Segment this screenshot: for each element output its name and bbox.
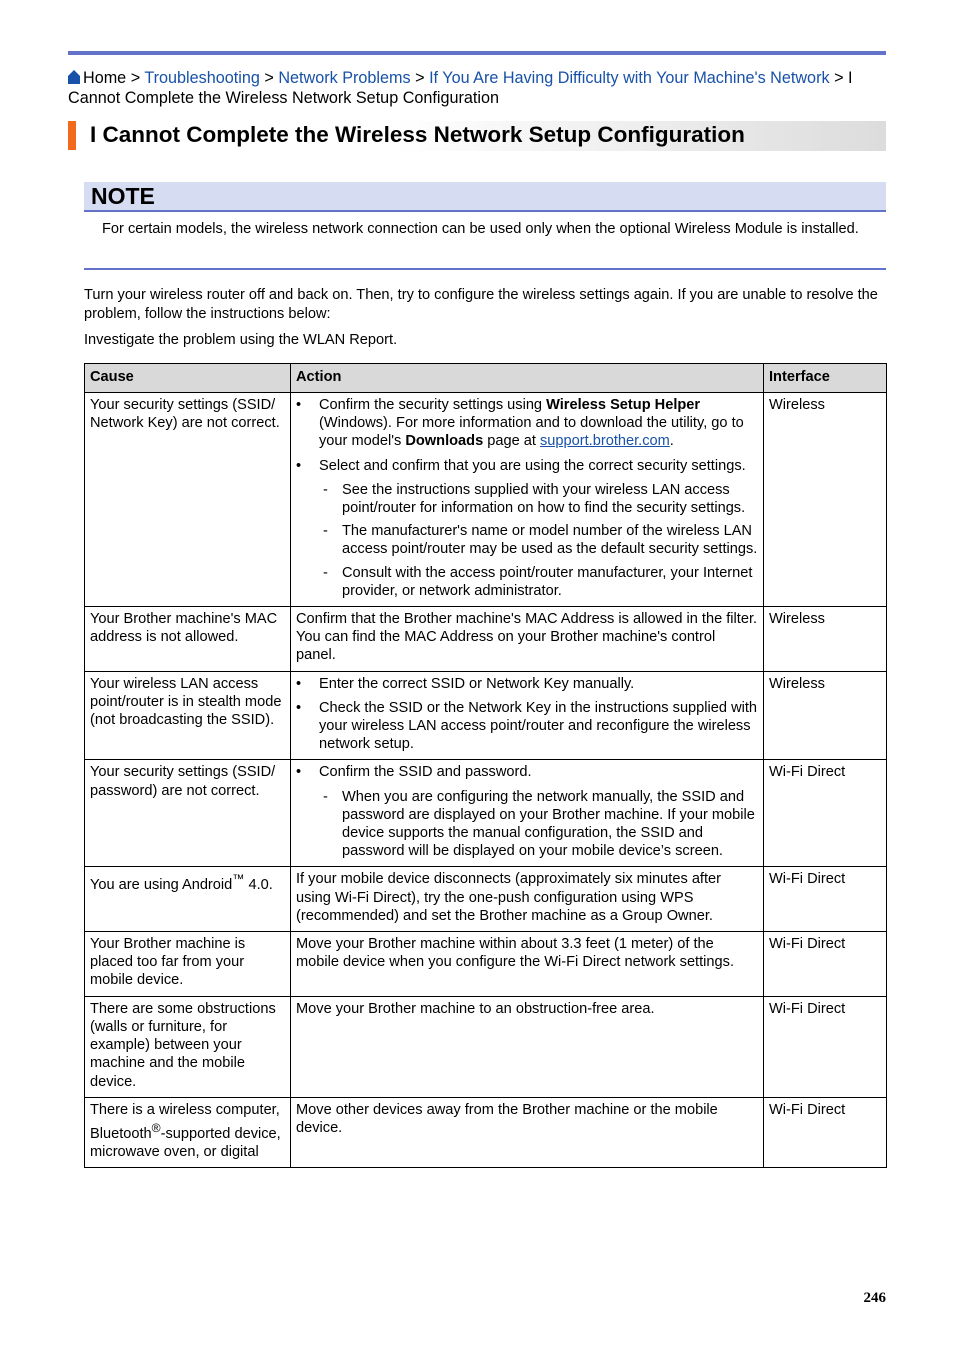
interface-cell: Wi-Fi Direct bbox=[764, 1097, 887, 1167]
top-rule bbox=[68, 51, 886, 55]
cause-cell: There is a wireless computer, Bluetooth®-supported device, microwave oven, or digital bbox=[85, 1097, 291, 1167]
breadcrumb-link-troubleshooting[interactable]: Troubleshooting bbox=[144, 69, 260, 87]
title-accent-bar bbox=[68, 121, 76, 150]
breadcrumb-link-difficulty[interactable]: If You Are Having Difficulty with Your Machine's Network bbox=[429, 69, 830, 87]
breadcrumb-separator: > bbox=[415, 69, 425, 87]
cause-cell: Your security settings (SSID/ Network Key) are not correct. bbox=[85, 393, 291, 607]
note-heading-bar bbox=[84, 182, 886, 212]
page-title: I Cannot Complete the Wireless Network Setup Configuration bbox=[90, 122, 745, 147]
action-cell: Move your Brother machine to an obstruction-free area. bbox=[291, 996, 764, 1097]
cause-cell: Your wireless LAN access point/router is in stealth mode (not broadcasting the SSID). bbox=[85, 671, 291, 760]
table-row bbox=[85, 867, 887, 932]
table-row bbox=[85, 932, 887, 997]
support-link[interactable]: support.brother.com bbox=[540, 433, 670, 450]
action-cell bbox=[291, 760, 764, 867]
table-header-row bbox=[85, 364, 887, 393]
interface-cell: Wi-Fi Direct bbox=[764, 932, 887, 997]
note-text: For certain models, the wireless network connection can be used only when the optional Wireless Module is installed. bbox=[102, 221, 859, 237]
action-cell bbox=[291, 393, 764, 607]
cause-cell: Your Brother machine's MAC address is not allowed. bbox=[85, 607, 291, 672]
list-item: • Confirm the security settings using Wireless Setup Helper (Windows). For more information and to download the utility, go to your model's Downloads page at support.brother.com. bbox=[296, 396, 758, 451]
breadcrumb-current: I Cannot Complete the Wireless Network Setup Configuration bbox=[68, 69, 853, 107]
breadcrumb bbox=[68, 68, 890, 108]
list-item: • Check the SSID or the Network Key in the instructions supplied with your wireless LAN access point/router and reconfigure the wireless network setup. bbox=[296, 699, 758, 754]
cause-cell: Your Brother machine is placed too far from your mobile device. bbox=[85, 932, 291, 997]
page-title-bar bbox=[68, 121, 886, 151]
page-number: 246 bbox=[863, 1290, 886, 1306]
interface-cell: Wi-Fi Direct bbox=[764, 996, 887, 1097]
interface-cell: Wireless bbox=[764, 671, 887, 760]
action-cell: If your mobile device disconnects (approximately six minutes after using Wi-Fi Direct), try the one-push configuration using WPS (recommended) and set the Brother machine as a Group Owner. bbox=[291, 867, 764, 932]
table-row bbox=[85, 760, 887, 867]
note-bottom-rule bbox=[84, 268, 886, 270]
action-cell: Confirm that the Brother machine's MAC Address is allowed in the filter. You can find the MAC Address on your Brother machine's control panel. bbox=[291, 607, 764, 672]
home-icon[interactable] bbox=[68, 70, 80, 84]
troubleshooting-table bbox=[84, 363, 887, 1168]
action-cell bbox=[291, 671, 764, 760]
cause-cell: Your security settings (SSID/ password) are not correct. bbox=[85, 760, 291, 867]
cause-cell: You are using Android™ 4.0. bbox=[85, 867, 291, 932]
sub-list-item: - The manufacturer's name or model number of the wireless LAN access point/router may be used as the default security settings. bbox=[319, 522, 758, 558]
breadcrumb-separator: > bbox=[264, 69, 274, 87]
table-row bbox=[85, 607, 887, 672]
sub-list-item: - Consult with the access point/router manufacturer, your Internet provider, or network administrator. bbox=[319, 564, 758, 600]
header-cause: Cause bbox=[85, 364, 291, 393]
sub-list-item: - When you are configuring the network manually, the SSID and password are displayed on your Brother machine. If your mobile device supports the manual configuration, the SSID and password will be displayed on your mobile device’s screen. bbox=[319, 788, 758, 861]
breadcrumb-separator: > bbox=[130, 69, 141, 87]
table-row bbox=[85, 996, 887, 1097]
interface-cell: Wi-Fi Direct bbox=[764, 760, 887, 867]
intro-paragraph: Turn your wireless router off and back on. Then, try to configure the wireless settings again. If you are unable to resolve the problem, follow the instructions below: bbox=[84, 287, 878, 322]
breadcrumb-separator: > bbox=[834, 69, 844, 87]
note-heading: NOTE bbox=[91, 183, 155, 209]
sub-list-item: - See the instructions supplied with your wireless LAN access point/router for information on how to find the security settings. bbox=[319, 481, 758, 517]
header-interface: Interface bbox=[764, 364, 887, 393]
table-row bbox=[85, 671, 887, 760]
cause-cell: There are some obstructions (walls or furniture, for example) between your machine and the mobile device. bbox=[85, 996, 291, 1097]
investigate-paragraph: Investigate the problem using the WLAN Report. bbox=[84, 332, 398, 348]
action-cell: Move your Brother machine within about 3.3 feet (1 meter) of the mobile device when you configure the Wi-Fi Direct network settings. bbox=[291, 932, 764, 997]
list-item: • Select and confirm that you are using the correct security settings. - See the instructions supplied with your wireless LAN access point/router for information on how to find the security settings. - The manufacturer's name or model number of the wireless LAN access point/router may be used as the default security settings. - Consult with the access point/router manufacturer, your Internet provider, or network administrator. bbox=[296, 457, 758, 600]
interface-cell: Wireless bbox=[764, 607, 887, 672]
breadcrumb-home[interactable]: Home bbox=[83, 69, 127, 87]
list-item: • Enter the correct SSID or Network Key manually. bbox=[296, 675, 758, 693]
interface-cell: Wi-Fi Direct bbox=[764, 867, 887, 932]
table-row bbox=[85, 393, 887, 607]
breadcrumb-link-network-problems[interactable]: Network Problems bbox=[278, 69, 411, 87]
header-action: Action bbox=[291, 364, 764, 393]
action-cell: Move other devices away from the Brother machine or the mobile device. bbox=[291, 1097, 764, 1167]
table-row bbox=[85, 1097, 887, 1167]
interface-cell: Wireless bbox=[764, 393, 887, 607]
list-item: • Confirm the SSID and password. - When you are configuring the network manually, the SSID and password are displayed on your Brother machine. If your mobile device supports the manual configuration, the SSID and password will be displayed on your mobile device’s screen. bbox=[296, 763, 758, 860]
